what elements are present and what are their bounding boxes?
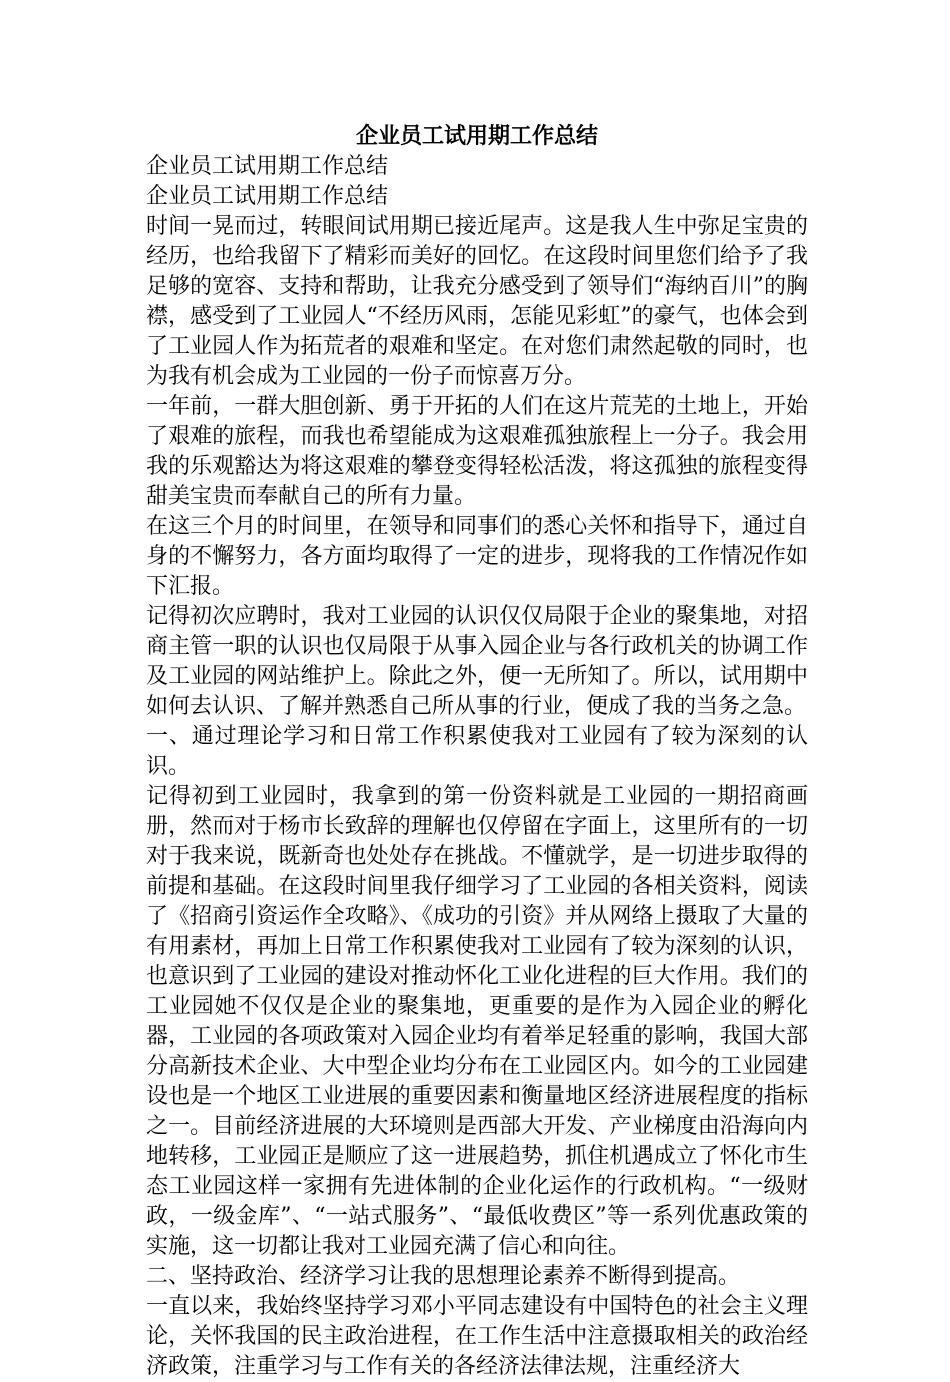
paragraph: 记得初到工业园时，我拿到的第一份资料就是工业园的一期招商画册，然而对于杨市长致辞的理解也仅停留在字面上，这里所有的一切对于我来说，既新奇也处处存在挑战。不懂就学，是一切进步取得的前提和基础。在这段时间里我仔细学习了工业园的各相关资料，阅读了《招商引资运作全攻略》、《成功的引资》并从网络上摄取了大量的有用素材，再加上日常工作积累使我对工业园有了较为深刻的认识，也意识到了工业园的建设对推动怀化工业化进程的巨大作用。我们的工业园她不仅仅是企业的聚集地，更重要的是作为入园企业的孵化器，工业园的各项政策对入园企业均有着举足轻重的影响，我国大部分高新技术企业、大中型企业均分布在工业园区内。如今的工业园建设也是一个地区工业进展的重要因素和衡量地区经济进展程度的指标之一。目前经济进展的大环境则是西部大开发、产业梯度由沿海向内地转移，工业园正是顺应了这一进展趋势，抓住机遇成立了怀化市生态工业园这样一家拥有先进体制的企业化运作的行政机构。“一级财政，一级金库”、“一站式服务”、“最低收费区”等一系列优惠政策的实施，这一切都让我对工业园充满了信心和向往。	[146, 784, 808, 1259]
paragraph: 在这三个月的时间里，在领导和同事们的悉心关怀和指导下，通过自身的不懈努力，各方面均取得了一定的进步，现将我的工作情况作如下汇报。	[146, 514, 808, 599]
section-heading: 二、坚持政治、经济学习让我的思想理论素养不断得到提高。	[146, 1264, 741, 1289]
paragraph: 时间一晃而过，转眼间试用期已接近尾声。这是我人生中弥足宝贵的经历，也给我留下了精彩而美好的回忆。在这段时间里您们给予了我足够的宽容、支持和帮助，让我充分感受到了领导们“海纳百川”的胸襟，感受到了工业园人“不经历风雨，怎能见彩虹”的豪气，也体会到了工业园人作为拓荒者的艰难和坚定。在对您们肃然起敬的同时，也为我有机会成为工业园的一份子而惊喜万分。	[146, 214, 808, 389]
paragraph: 一直以来，我始终坚持学习邓小平同志建设有中国特色的社会主义理论，关怀我国的民主政治进程，在工作生活中注意摄取相关的政治经济政策，注重学习与工作有关的各经济法律法规，注重经济大	[146, 1294, 808, 1379]
document-subtitle: 企业员工试用期工作总结	[146, 154, 389, 179]
paragraph: 记得初次应聘时，我对工业园的认识仅仅局限于企业的聚集地，对招商主管一职的认识也仅局限于从事入园企业与各行政机关的协调工作及工业园的网站维护上。除此之外，便一无所知了。所以，试用期中如何去认识、了解并熟悉自己所从事的行业，便成了我的当务之急。	[146, 604, 808, 719]
section-heading: 一、通过理论学习和日常工作积累使我对工业园有了较为深刻的认识。	[146, 724, 808, 779]
paragraph: 一年前，一群大胆创新、勇于开拓的人们在这片荒芜的土地上，开始了艰难的旅程，而我也希望能成为这艰难孤独旅程上一分子。我会用我的乐观豁达为将这艰难的攀登变得轻松活泼，将这孤独的旅程变得甜美宝贵而奉献自己的所有力量。	[146, 394, 808, 509]
document-title: 企业员工试用期工作总结	[355, 123, 598, 149]
document-body	[146, 120, 808, 1382]
document-subtitle: 企业员工试用期工作总结	[146, 184, 389, 209]
